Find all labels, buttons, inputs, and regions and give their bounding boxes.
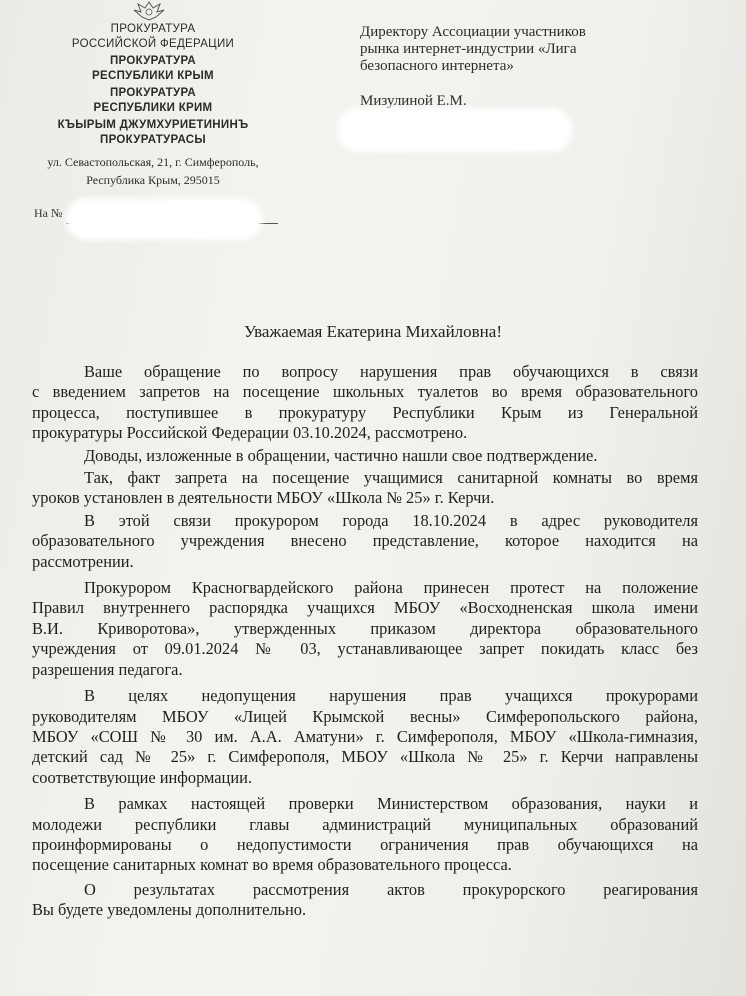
paragraph xyxy=(32,511,698,572)
text-line: образовательного учреждения внесено представление, которое находится на xyxy=(32,531,698,551)
text-line: В этой связи прокурором города 18.10.2024 в адрес руководителя xyxy=(84,510,698,530)
text-line: МБОУ «СОШ № 30 им. А.А. Аматуни» г. Симферополя, МБОУ «Школа-гимназия, xyxy=(32,726,698,746)
paragraph xyxy=(32,794,698,876)
addressee-line: рынка интернет-индустрии «Лига xyxy=(360,41,577,57)
paragraph xyxy=(32,880,698,921)
letterhead-line: ПРОКУРАТУРА xyxy=(110,23,196,35)
text-line: соответствующие информации. xyxy=(32,767,252,787)
letterhead-line: РЕСПУБЛИКИ КРИМ xyxy=(93,102,213,114)
text-line: Доводы, изложенные в обращении, частично нашли свое подтверждение. xyxy=(84,445,598,465)
redaction-mark xyxy=(72,204,256,234)
paragraph xyxy=(32,578,698,680)
text-line: Прокурором Красногвардейского района принесен протест на положение xyxy=(84,578,698,598)
sender-letterhead xyxy=(18,22,288,188)
letterhead-line: ПРОКУРАТУРАСЫ xyxy=(100,134,206,146)
text-line: руководителям МБОУ «Лицей Крымской весны» Симферопольского района, xyxy=(32,706,698,726)
redaction-mark xyxy=(344,114,566,146)
text-line: проинформированы о недопустимости ограничения прав обучающихся на xyxy=(32,834,698,854)
text-line: О результатах рассмотрения актов прокурорского реагирования xyxy=(84,879,698,899)
text-line: Вы будете уведомлены дополнительно. xyxy=(32,900,307,920)
addressee-name: Мизулиной Е.М. xyxy=(360,93,467,109)
text-line: Так, факт запрета на посещение учащимися санитарной комнаты во время xyxy=(84,468,698,488)
letter-body xyxy=(32,362,698,923)
sender-address: Республика Крым, 295015 xyxy=(86,173,220,187)
addressee-block xyxy=(360,24,740,110)
text-line: Ваше обращение по вопросу нарушения прав обучающихся в связи xyxy=(84,362,698,381)
text-line: процесса, поступившее в прокуратуру Республики Крым из Генеральной xyxy=(32,402,698,422)
text-line: В рамках настоящей проверки Министерством образования, науки и xyxy=(84,794,698,814)
addressee-line: Директору Ассоциации участников xyxy=(360,24,586,40)
text-line: прокуратуры Российской Федерации 03.10.2024, рассмотрено. xyxy=(32,423,468,443)
text-line: Правил внутреннего распорядка учащихся МБОУ «Восходненская школа имени xyxy=(32,598,698,618)
paragraph xyxy=(32,686,698,788)
letterhead-line: РЕСПУБЛИКИ КРЫМ xyxy=(92,70,214,82)
paragraph xyxy=(32,362,698,444)
text-line: В.И. Криворотова», утвержденных приказом директора образовательного xyxy=(32,618,698,638)
greeting: Уважаемая Екатерина Михайловна! xyxy=(244,322,502,341)
letterhead-line: ПРОКУРАТУРА xyxy=(109,87,197,99)
text-line: детский сад № 25» г. Симферополя, МБОУ «Школа № 25» г. Керчи направлены xyxy=(32,747,698,767)
paragraph xyxy=(32,446,698,466)
paragraph xyxy=(32,468,698,509)
letterhead-line: КЪЫРЫМ ДЖУМХУРИЕТИНИНЪ xyxy=(57,119,249,131)
text-line: разрешения педагога. xyxy=(32,659,183,679)
text-line: В целях недопущения нарушения прав учащихся прокурорами xyxy=(84,686,698,706)
letterhead-line: ПРОКУРАТУРА xyxy=(109,55,197,67)
addressee-line: безопасного интернета» xyxy=(360,58,514,74)
text-line: рассмотрении. xyxy=(32,551,134,571)
sender-address: ул. Севастопольская, 21, г. Симферополь, xyxy=(47,155,259,169)
letterhead-line: РОССИЙСКОЙ ФЕДЕРАЦИИ xyxy=(71,38,235,50)
reference-number-label: На № xyxy=(34,206,63,220)
text-line: посещение санитарных комнат во время образовательного процесса. xyxy=(32,855,512,875)
text-line: уроков установлен в деятельности МБОУ «Школа № 25» г. Керчи. xyxy=(32,488,495,508)
text-line: учреждения от 09.01.2024 № 03, устанавливающее запрет покидать класс без xyxy=(32,639,698,659)
text-line: с введением запретов на посещение школьных туалетов во время образовательного xyxy=(32,382,698,402)
text-line: молодежи республики главы администраций муниципальных образований xyxy=(32,814,698,834)
eagle-emblem-icon xyxy=(126,0,172,22)
